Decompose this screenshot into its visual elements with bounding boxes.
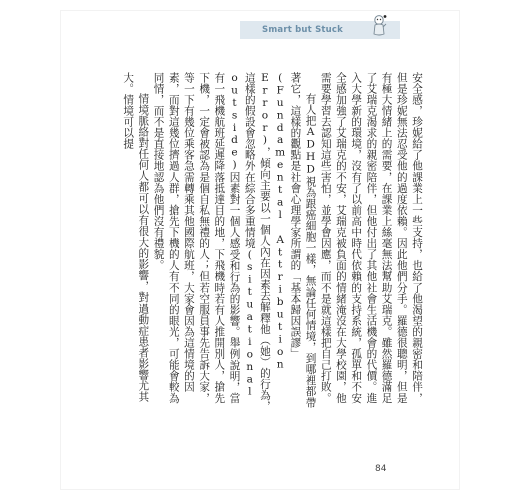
mascot-figure-icon [371,14,387,38]
paragraph-1: 安全感，珍妮給了他課業上一些支持，也給了他渴望的親密和陪伴，但是珍妮無法忍受他的過度依賴。因此他們分手。羅德很聰明，但是有極大情緒上的需要，在課業上絲毫無法幫助艾瑞克。雖然羅德滿足了艾瑞克渴求的親密陪伴，但他付出了其他社會生活機會的代價。進入大學新的環境，沒有了以前高中時代依賴的支持系統，孤單和不安全感加強了艾瑞克的不安，艾瑞克被負面的情緒淹沒在大學校園，他需要學習去認知這些害怕，並學會因應，而不是就這樣把自己打敗。 [319,72,423,404]
running-header-title: Smart but Stuck [262,25,344,35]
paragraph-2: 有人把ADHD視為跟癌細胞一樣，無論任何情境，到哪裡都帶著它，這樣的觀點是社會心理學家所謂的「基本歸因誤謬」(Fundamental Attribution Error)，傾向主要以一個人內在因素去解釋他（她）的行為，這樣的假設會忽略外在綜合多重情境(situational outside)因素對一個人感受和行為的影響。舉例說明，當有一飛機航班延遲降落抵達目的地，下飛機時若有人推開別人，搶先下機，一定會被認為是個自私無禮的人；但若空服員事先告訴大家，等一下有幾位乘客急需轉乘其他國際航班，大家會因為這情境的因素，而對這幾位擠過人群，搶先下機的人有不同的眼光，可能會較為同情，而不是直接地認為他們沒有禮貌。 [152,72,317,412]
page-number: 84 [375,464,387,474]
paragraph-3: 情境脈絡對任何人都可以有很大的影響，對過動症患者影響尤其大。情境可以提 [122,72,150,403]
vertical-body-text [120,72,424,412]
